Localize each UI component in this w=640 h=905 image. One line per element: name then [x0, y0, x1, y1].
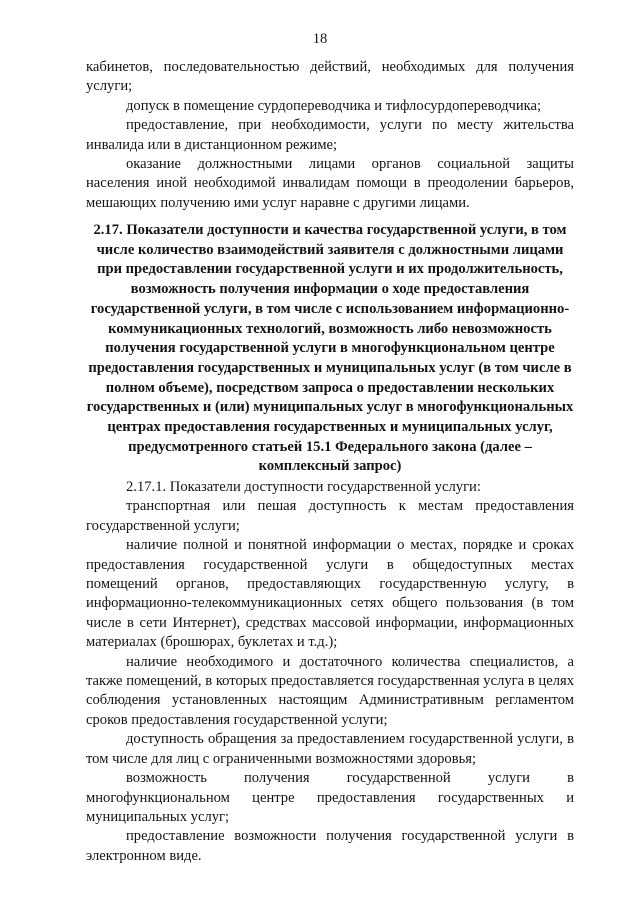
paragraph-mfc-service: возможность получения государственной услуги в многофункциональном центре предоставления государственных и муниципальных услуг;: [86, 770, 574, 825]
paragraph-accessibility: доступность обращения за предоставлением государственной услуги, в том числе для лиц с ограниченными возможностями здоровья;: [86, 731, 574, 767]
paragraph-sign-language-interpreter: допуск в помещение сурдопереводчика и тифлосурдопереводчика;: [126, 97, 542, 114]
paragraph-remote-service: предоставление, при необходимости, услуги по месту жительства инвалида или в дистанционном режиме;: [86, 117, 574, 153]
paragraph-subsection-title: 2.17.1. Показатели доступности государственной услуги:: [126, 479, 481, 495]
top-text-block: [86, 58, 574, 213]
page-number: 18: [312, 31, 328, 47]
paragraph-information-availability: наличие полной и понятной информации о местах, порядке и сроках предоставления государственной услуги в общедоступных местах помещений органов, предоставляющих государственную услугу, в информационно-телекоммуникационных сетях общего пользования (в том числе в сети Интернет), средствах массовой информации, информационных материалах (брошюрах, буклетах и т.д.);: [86, 537, 574, 651]
paragraph-specialists-premises: наличие необходимого и достаточного количества специалистов, а также помещений, в которых предоставляется государственная услуга в целях соблюдения установленных настоящим Административным регламентом сроков предоставления государственной услуги;: [86, 653, 574, 728]
paragraph-continuation: кабинетов, последовательностью действий, необходимых для получения услуги;: [86, 59, 574, 95]
paragraph-transport-access: транспортная или пешая доступность к местам предоставления государственной услуги;: [86, 498, 574, 534]
paragraph-electronic-service: предоставление возможности получения государственной услуги в электронном виде.: [86, 828, 574, 864]
paragraph-social-protection-help: оказание должностными лицами органов социальной защиты населения иной необходимой инвалидам помощи в преодолении барьеров, мешающих получению ими услуг наравне с другими лицами.: [86, 156, 574, 211]
body-text-block: [86, 478, 574, 866]
section-heading: 2.17. Показатели доступности и качества государственной услуги, в том числе количество взаимодействий заявителя с должностными лицами при предоставлении государственной услуги и их продолжительность, возможность получения информации о ходе предоставления государственной услуги, в том числе с использованием информационно-коммуникационных технологий, возможность либо невозможность получения государственной услуги в многофункциональном центре предоставления государственных и муниципальных услуг (в том числе в полном объеме), посредством запроса о предоставлении нескольких государственных и (или) муниципальных услуг в многофункциональных центрах предоставления государственных и муниципальных услуг, предусмотренного статьей 15.1 Федерального закона (далее – комплексный запрос): [86, 222, 574, 475]
